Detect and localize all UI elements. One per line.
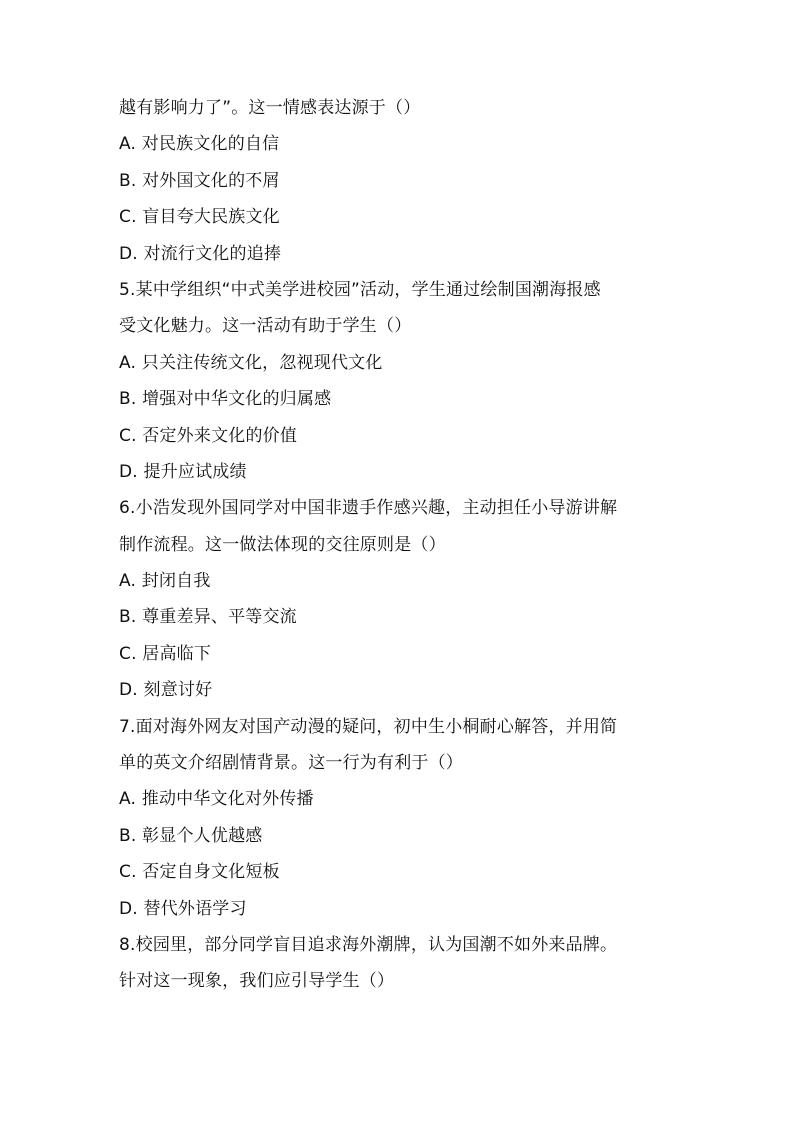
question-stem-line: 受文化魅力。这一活动有助于学生（） bbox=[119, 316, 412, 337]
answer-option: B. 彰显个人优越感 bbox=[119, 825, 263, 846]
question-stem-line: 越有影响力了”。这一情感表达源于（） bbox=[119, 98, 421, 118]
answer-option: B. 增强对中华文化的归属感 bbox=[119, 389, 332, 410]
question-stem-line: 制作流程。这一做法体现的交往原则是（） bbox=[119, 534, 446, 555]
question-stem-line: 单的英文介绍剧情背景。这一行为有利于（） bbox=[119, 753, 463, 774]
answer-option: A. 只关注传统文化，忽视现代文化 bbox=[119, 352, 383, 373]
answer-option: D. 替代外语学习 bbox=[119, 898, 247, 919]
answer-option: A. 封闭自我 bbox=[119, 571, 211, 592]
answer-option: A. 对民族文化的自信 bbox=[119, 134, 280, 155]
answer-option: D. 对流行文化的追捧 bbox=[119, 243, 282, 264]
question-list bbox=[119, 90, 689, 1000]
answer-option: A. 推动中华文化对外传播 bbox=[119, 789, 314, 810]
answer-option: B. 对外国文化的不屑 bbox=[119, 170, 280, 191]
answer-option: D. 刻意讨好 bbox=[119, 680, 213, 701]
answer-option: C. 否定外来文化的价值 bbox=[119, 425, 298, 446]
answer-option: B. 尊重差异、平等交流 bbox=[119, 607, 297, 628]
question-stem-line: 8.校园里，部分同学盲目追求海外潮牌，认为国潮不如外来品牌。 bbox=[119, 934, 618, 955]
question-stem-line: 7.面对海外网友对国产动漫的疑问，初中生小桐耐心解答，并用简 bbox=[119, 716, 618, 737]
answer-option: D. 提升应试成绩 bbox=[119, 461, 247, 482]
answer-option: C. 居高临下 bbox=[119, 643, 212, 664]
question-stem-line: 针对这一现象，我们应引导学生（） bbox=[119, 971, 395, 992]
answer-option: C. 否定自身文化短板 bbox=[119, 862, 280, 883]
answer-option: C. 盲目夸大民族文化 bbox=[119, 207, 280, 228]
question-stem-line: 5.某中学组织“中式美学进校园”活动，学生通过绘制国潮海报感 bbox=[119, 279, 601, 300]
question-stem-line: 6.小浩发现外国同学对中国非遗手作感兴趣，主动担任小导游讲解 bbox=[119, 498, 618, 519]
